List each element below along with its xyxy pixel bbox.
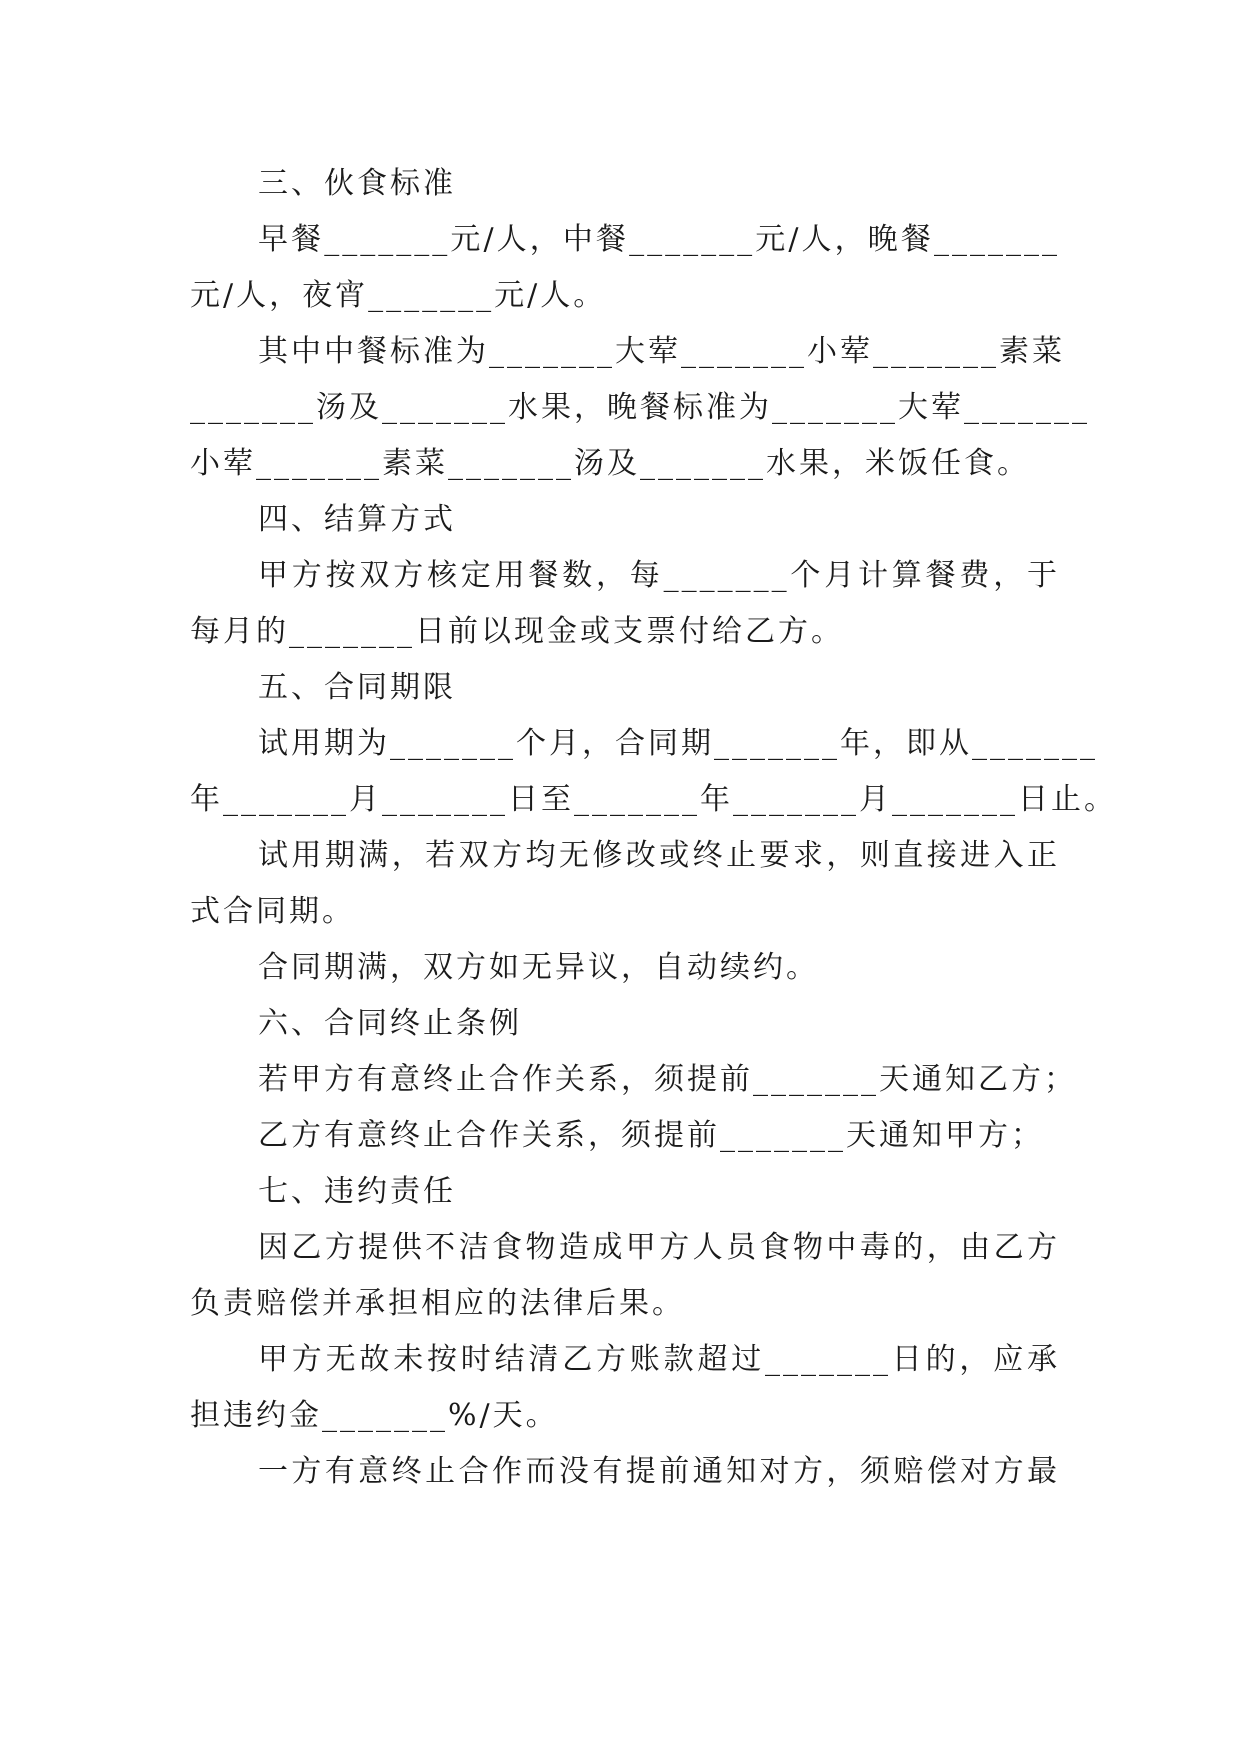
paragraph-line: 负责赔偿并承担相应的法律后果。	[190, 1286, 685, 1321]
paragraph-line: _______汤及_______水果，晚餐标准为_______大荤_______	[190, 390, 1090, 425]
paragraph-line: 担违约金_______%/天。	[190, 1398, 559, 1433]
paragraph-line: 式合同期。	[190, 894, 355, 929]
paragraph-line: 甲方无故未按时结清乙方账款超过_______日的，应承	[258, 1342, 1060, 1377]
paragraph-line: 甲方按双方核定用餐数，每_______个月计算餐费，于	[258, 558, 1060, 593]
paragraph-line: 年_______月_______日至_______年_______月_______日止。	[190, 782, 1117, 817]
paragraph-line: 若甲方有意终止合作关系，须提前_______天通知乙方；	[258, 1062, 1077, 1097]
paragraph-line: 小荤_______素菜_______汤及_______水果，米饭任食。	[190, 446, 1030, 481]
paragraph-line: 因乙方提供不洁食物造成甲方人员食物中毒的，由乙方	[258, 1230, 1060, 1265]
paragraph-line: 每月的_______日前以现金或支票付给乙方。	[190, 614, 844, 649]
paragraph-line: 合同期满，双方如无异议，自动续约。	[258, 950, 819, 985]
paragraph-line: 早餐_______元/人，中餐_______元/人，晚餐_______	[258, 222, 1060, 257]
paragraph-line: 试用期满，若双方均无修改或终止要求，则直接进入正	[258, 838, 1060, 873]
paragraph-line: 元/人，夜宵_______元/人。	[190, 278, 607, 313]
paragraph-line: 试用期为_______个月，合同期_______年，即从_______	[258, 726, 1098, 761]
paragraph-line: 其中中餐标准为_______大荤_______小荤_______素菜	[258, 334, 1065, 369]
paragraph-line: 乙方有意终止合作关系，须提前_______天通知甲方；	[258, 1118, 1044, 1153]
section-heading-liability: 七、违约责任	[258, 1174, 456, 1209]
section-heading-meal-standard: 三、伙食标准	[258, 166, 456, 201]
section-heading-settlement: 四、结算方式	[258, 502, 456, 537]
section-heading-termination: 六、合同终止条例	[258, 1006, 522, 1041]
section-heading-contract-term: 五、合同期限	[258, 670, 456, 705]
paragraph-line: 一方有意终止合作而没有提前通知对方，须赔偿对方最	[258, 1454, 1060, 1489]
